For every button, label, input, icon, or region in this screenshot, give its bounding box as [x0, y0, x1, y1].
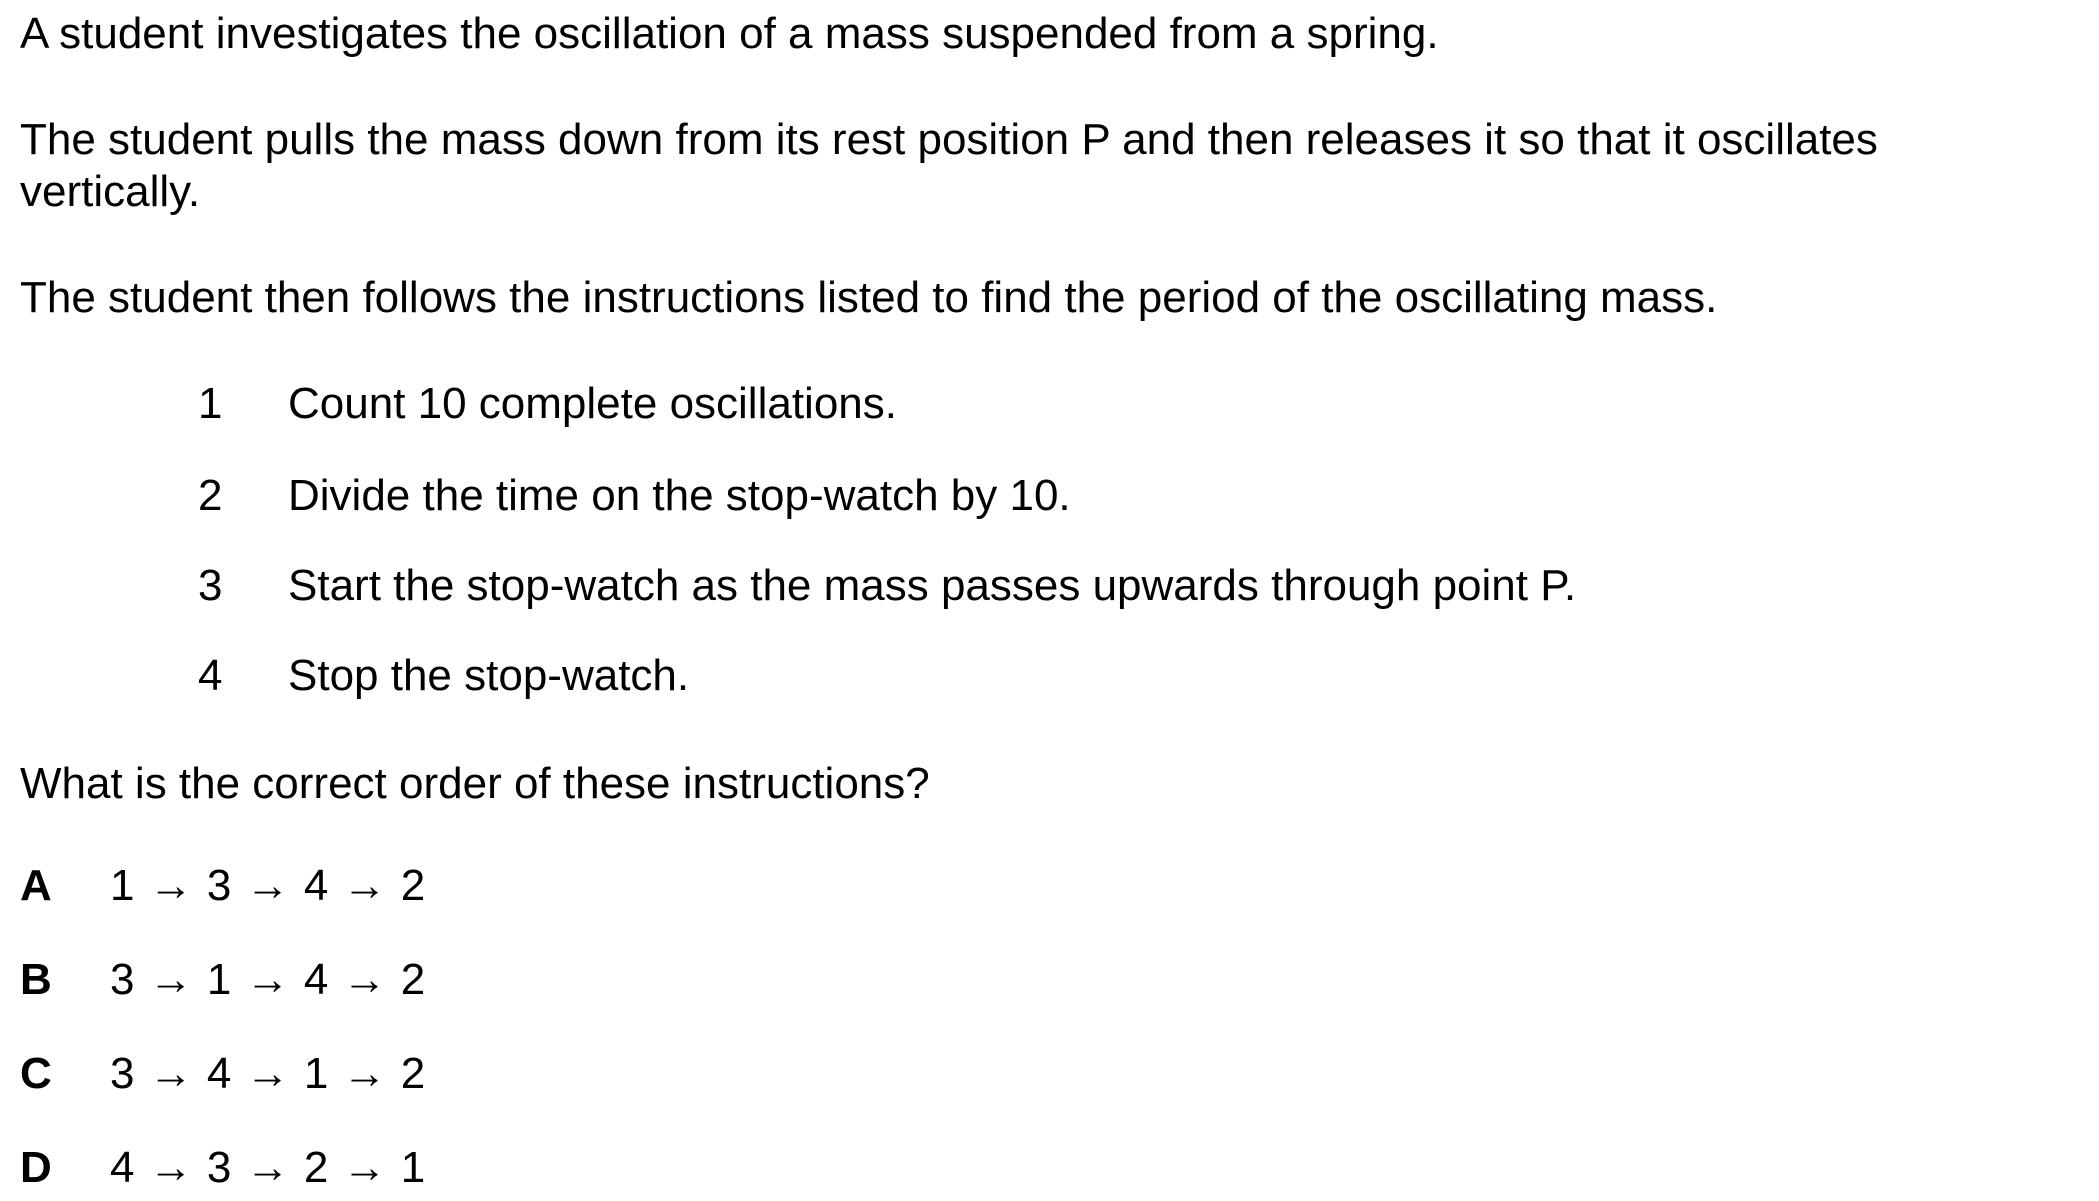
option-sequence: 1 → 3 → 4 → 2 — [110, 861, 427, 910]
instruction-text: Stop the stop-watch. — [288, 651, 690, 700]
option-sequence: 3 → 1 → 4 → 2 — [110, 955, 427, 1004]
instruction-number: 4 — [198, 651, 223, 700]
instruction-text: Divide the time on the stop-watch by 10. — [288, 471, 1071, 520]
instruction-item — [0, 466, 2099, 526]
instruction-text: Count 10 complete oscillations. — [288, 379, 897, 428]
instruction-item — [0, 374, 2099, 434]
instruction-number: 1 — [198, 379, 223, 428]
option-letter: D — [20, 1143, 52, 1192]
intro-paragraph-2: The student pulls the mass down from its rest position P and then releases it so that it oscillates vertically. — [20, 115, 1878, 216]
option-sequence: 4 → 3 → 2 → 1 — [110, 1143, 427, 1192]
instruction-item — [0, 646, 2099, 706]
instruction-text: Start the stop-watch as the mass passes upwards through point P. — [288, 561, 1577, 610]
intro-paragraph-1: A student investigates the oscillation of a mass suspended from a spring. — [20, 9, 1439, 58]
option-letter: C — [20, 1049, 52, 1098]
instruction-item — [0, 556, 2099, 616]
answer-option-d[interactable] — [0, 1138, 600, 1198]
option-letter: A — [20, 861, 52, 910]
answer-option-b[interactable] — [0, 950, 600, 1010]
option-letter: B — [20, 955, 52, 1004]
instruction-number: 3 — [198, 561, 223, 610]
answer-option-a[interactable] — [0, 856, 600, 916]
option-sequence: 3 → 4 → 1 → 2 — [110, 1049, 427, 1098]
instruction-number: 2 — [198, 471, 223, 520]
answer-option-c[interactable] — [0, 1044, 600, 1104]
intro-paragraph-3: The student then follows the instructions listed to find the period of the oscillating mass. — [20, 273, 1718, 322]
question-prompt: What is the correct order of these instructions? — [20, 759, 930, 808]
